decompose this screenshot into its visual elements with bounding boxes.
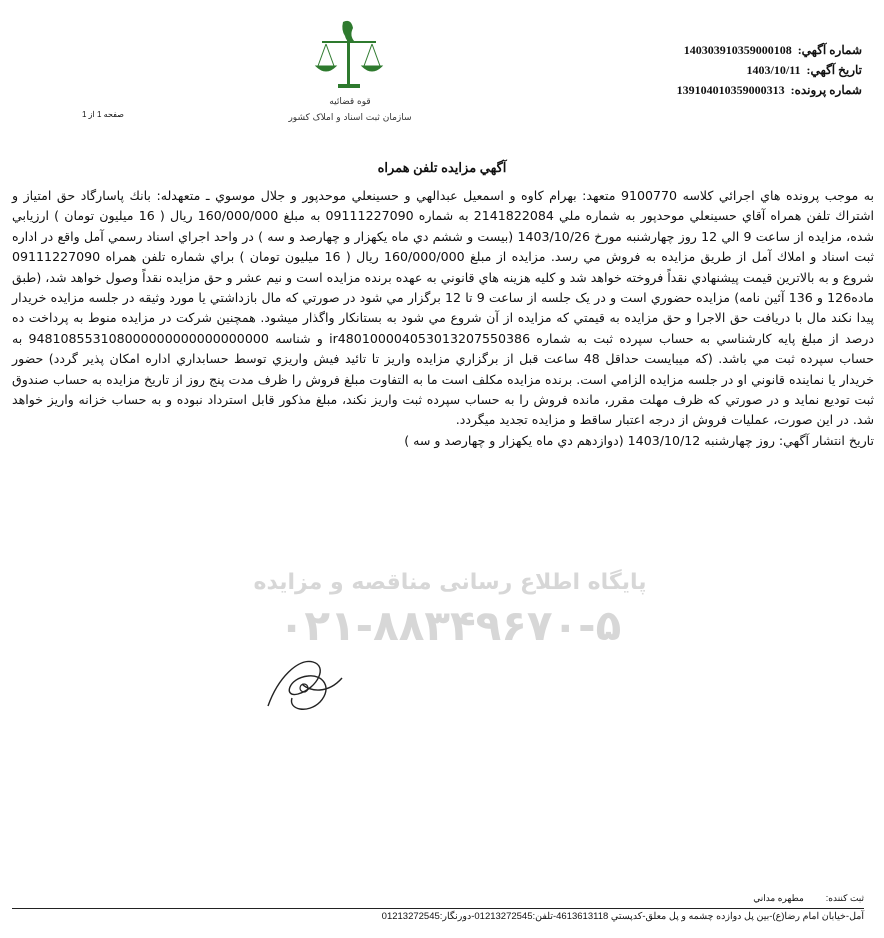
- publish-date-line: تاريخ انتشار آگهي: روز چهارشنبه 1403/10/12 (دوازدهم دي ماه يكهزار و چهارصد و سه ): [404, 432, 874, 448]
- file-number-label: شماره پرونده:: [790, 83, 862, 97]
- svg-text:سازمان ثبت اسناد و املاک کشور: سازمان ثبت اسناد و املاک کشور: [288, 113, 412, 123]
- ad-date-row: [671, 60, 862, 80]
- ad-number: 140303910359000108: [683, 43, 792, 57]
- watermark-phone: ۰۲۱-۸۸۳۴۹۶۷۰-۵: [278, 601, 622, 650]
- registrar-name: مطهره مداني: [753, 893, 804, 903]
- watermark: [230, 570, 670, 650]
- judiciary-emblem-logo: [280, 18, 420, 130]
- notice-body: [12, 186, 874, 451]
- ad-date-label: تاريخ آگهي:: [806, 63, 862, 77]
- file-number-row: [671, 80, 862, 100]
- notice-title: آگهي مزايده تلفن همراه: [377, 160, 507, 175]
- ad-date: 1403/10/11: [746, 63, 801, 77]
- page-number: صفحه 1 از 1: [82, 110, 124, 119]
- signature: [258, 648, 348, 718]
- notice-paragraph: به موجب پرونده هاي اجرائي کلاسه 9100770 متعهد: بهرام کاوه و اسمعيل عبدالهي و حسينعلي موحدپور و جلال موسوي ـ متعهدله: بانك پاسارگاد حق امتياز و اشتراك تلفن همراه آقاي حسينعلي موحدپور به شماره ملي 2141822084 به شماره 09111227090 به مبلغ 160/000/000 ريال ( 16 ميليون تومان ) ارزيابي شده، مزايده از ساعت 9 الي 12 روز چهارشنبه مورخ 1403/10/26 (بيست و ششم دي ماه يكهزار و چهارصد و سه ) در واحد اجراي اسناد رسمي آمل واقع در اداره ثبت اسناد و املاك آمل از طريق مزايده به فروش مي رسد. مزايده از مبلغ 160/000/000 ريال ( 16 ميليون تومان ) براي شماره تلفن همراه 09111227090 شروع و به بالاترين قيمت پيشنهادي نقداً فروخته خواهد شد و كليه هزينه هاي قانوني به عهده برنده مزايده است و نيم عشر و حق مزايده نقداً وصول خواهد شد، (طبق ماده126 و 136 آئين نامه) مزايده حضوري است و در يک جلسه از ساعت 9 تا 12 برگزار مي شود در صورتي كه مال بازداشتي يا مورد وثيقه در جلسه مزايده خريدار پيدا نكند مال با دريافت حق الاجرا و حق مزايده به قيمتي كه مزايده از آن شروع مي شود به بستانكار واگذار ميشود. همچنين شركت در مزايده منوط به پرداخت ده درصد از مبلغ پايه كارشناسي به حساب سپرده ثبت به شماره ir480100004053013207550386 و شناسه 948108553108000000000000000000 به حساب سپرده ثبت مي باشد. (كه ميبايست حداقل 48 ساعت قبل از برگزاري مزايده واريز تا تائيد فيش واريزي توسط حسابداري اداره امكان پذير گردد) حضور خريدار يا نماينده قانوني او در جلسه مزايده الزامي است. برنده مزايده مكلف است ما به التفاوت مبلغ فروش را ظرف مدت پنج روز از تاريخ مزايده به حساب صندوق ثبت توديع نمايد و در صورتي كه ظرف مهلت مقرر، مانده فروش را به حساب سپرده ثبت واريز نكند، مبلغ مذكور قابل استرداد نبوده و به حساب خزانه واريز خواهد شد. در اين صورت، عمليات فروش از درجه اعتبار ساقط و مزايده تجديد ميگردد.: [12, 188, 875, 428]
- file-number: 139104010359000313: [676, 83, 785, 97]
- registrar-row: [12, 893, 864, 904]
- office-address: آمل-خيابان امام رضا(ع)-بين پل دوازده چشمه و پل معلق-كدپستي 4613613118-تلفن:01213272545-دورنگار:01213272545: [381, 911, 864, 922]
- ad-number-row: [671, 40, 862, 60]
- ad-number-label: شماره آگهي:: [797, 43, 862, 57]
- ad-meta: [671, 40, 862, 100]
- svg-text:قوه قضائیه: قوه قضائیه: [329, 97, 371, 107]
- registrar-label: ثبت كننده:: [825, 893, 864, 903]
- watermark-text: پایگاه اطلاع رسانی مناقصه و مزایده: [253, 570, 647, 595]
- footer-divider: [12, 908, 864, 909]
- footer: [12, 893, 864, 922]
